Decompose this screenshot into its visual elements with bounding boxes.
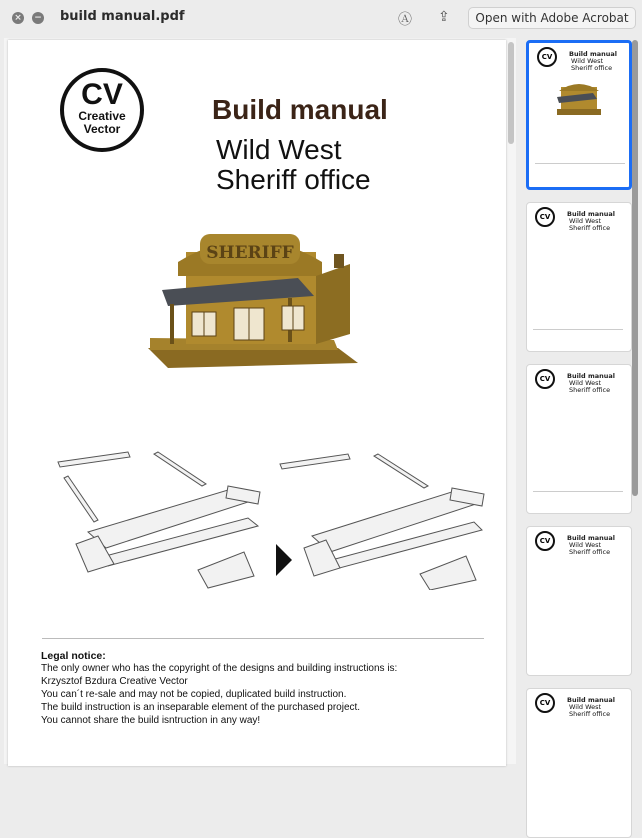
thumb-sub2: Sheriff office [571, 64, 613, 72]
pdf-page [8, 40, 506, 766]
page-thumbnail-3[interactable] [526, 364, 632, 514]
thumb-sub1: Wild West [569, 541, 602, 549]
share-icon[interactable]: ⇪ [438, 9, 450, 25]
thumb-logo: CV [535, 531, 555, 551]
thumb-logo: CV [537, 47, 557, 67]
minimize-window-button[interactable] [32, 12, 44, 24]
thumb-sub2: Sheriff office [569, 548, 611, 556]
thumb-sub1: Wild West [569, 217, 602, 225]
page-thumbnail-4[interactable] [526, 526, 632, 676]
creative-vector-logo [60, 68, 144, 152]
window-title: build manual.pdf [60, 9, 185, 24]
close-icon: × [14, 13, 22, 23]
thumb-title: Build manual [567, 696, 615, 704]
document-scroll-thumb[interactable] [508, 42, 514, 144]
sheriff-sign: SHERIFF [206, 243, 294, 263]
page-subheading-1: Wild West [216, 134, 342, 165]
legal-line: Krzysztof Bzdura Creative Vector [41, 676, 188, 687]
page-thumbnail-2[interactable] [526, 202, 632, 352]
legal-line: The build instruction is an inseparable element of the purchased project. [41, 702, 361, 713]
legal-line: You cannot share the build isntruction in any way! [41, 715, 261, 726]
title-bar [0, 0, 642, 36]
thumb-sub1: Wild West [571, 57, 604, 65]
thumb-title: Build manual [567, 210, 615, 218]
thumb-sub2: Sheriff office [569, 710, 611, 718]
thumb-title: Build manual [569, 50, 617, 58]
logo-line1: Creative [78, 109, 126, 123]
legal-notice-title: Legal notice: [41, 650, 106, 662]
thumb-sub2: Sheriff office [569, 224, 611, 232]
document-scrollbar[interactable] [506, 38, 516, 764]
open-with-acrobat-button[interactable]: Open with Adobe Acrobat [468, 7, 636, 29]
page-heading: Build manual [212, 94, 388, 125]
thumb-logo: CV [535, 369, 555, 389]
thumb-logo: CV [535, 207, 555, 227]
legal-line: You can´t re-sale and may not be copied, duplicated build instruction. [41, 689, 347, 700]
page-thumbnail-1[interactable] [526, 40, 632, 190]
thumb-title: Build manual [567, 372, 615, 380]
thumb-divider [535, 163, 625, 164]
close-window-button[interactable] [12, 12, 24, 24]
minus-icon: − [34, 13, 42, 23]
logo-line2: Vector [83, 122, 121, 136]
thumbnail-sidebar [518, 36, 642, 764]
markup-icon[interactable]: Ⓐ [398, 12, 412, 28]
thumb-sub1: Wild West [569, 703, 602, 711]
thumb-building-image [553, 77, 605, 117]
thumbnail-scrollbar[interactable] [632, 40, 638, 496]
thumb-sub2: Sheriff office [569, 386, 611, 394]
logo-mark: CV [81, 78, 123, 111]
thumb-logo: CV [535, 693, 555, 713]
legal-divider [42, 638, 484, 639]
page-thumbnail-5[interactable] [526, 688, 632, 838]
assembly-parts-diagram [48, 440, 488, 590]
thumb-sub1: Wild West [569, 379, 602, 387]
thumb-divider [533, 329, 623, 330]
sheriff-office-illustration [138, 218, 368, 378]
legal-line: The only owner who has the copyright of the designs and building instructions is: [41, 663, 398, 674]
document-view[interactable] [4, 38, 516, 764]
thumb-divider [533, 491, 623, 492]
page-subheading-2: Sheriff office [216, 164, 371, 195]
thumb-title: Build manual [567, 534, 615, 542]
